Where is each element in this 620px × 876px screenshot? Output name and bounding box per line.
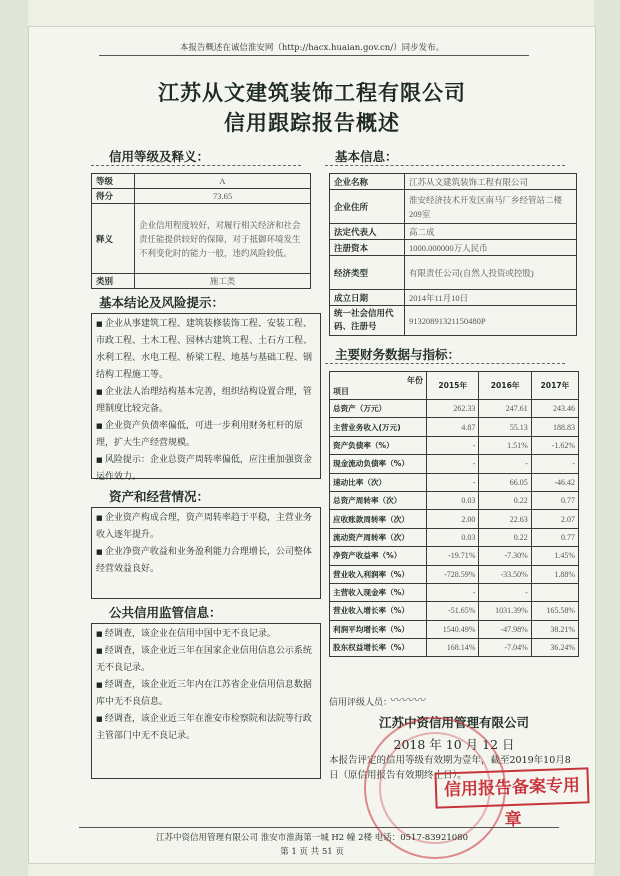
report-page xyxy=(28,26,596,864)
metric-value: 262.33 xyxy=(427,400,479,418)
asset-item: ■ 企业资产构成合理，资产周转率趋于平稳，主营业务收入逐年提升。 xyxy=(96,510,316,544)
asset-section-heading: 资产和经营情况： xyxy=(109,489,210,504)
issue-date: 2018 年 10 月 12 日 xyxy=(393,737,515,752)
company-title: 江苏从文建筑装饰工程有限公司 xyxy=(158,80,466,105)
table-row xyxy=(330,620,579,638)
table-row xyxy=(330,547,579,565)
metric-value: 2.00 xyxy=(427,510,479,528)
metric-value: - xyxy=(427,583,479,601)
metric-value: -728.59% xyxy=(427,565,479,583)
table-row xyxy=(330,639,579,657)
table-row xyxy=(330,583,579,601)
metric-value: - xyxy=(479,583,531,601)
category-label: 类别 xyxy=(92,274,135,289)
address-value: 淮安经济技术开发区南马厂乡经管站二楼209室 xyxy=(405,190,577,224)
metric-value: 38.21% xyxy=(531,620,578,638)
metric-value: 0.22 xyxy=(479,528,531,546)
metric-value: -33.50% xyxy=(479,565,531,583)
supervision-item: ■ 经调查，该企业近三年内在江苏省企业信用信息数据库中无不良信息。 xyxy=(96,677,316,711)
footer-contact: 江苏中资信用管理有限公司 淮安市淮海第一城 H2 幢 2楼 电话：0517-83921080 xyxy=(155,833,468,843)
score-value: 73.65 xyxy=(135,189,311,204)
metric-value: -51.65% xyxy=(427,602,479,620)
metric-value: 165.58% xyxy=(531,602,578,620)
legal-rep-value: 高二成 xyxy=(405,224,577,240)
grade-value: A xyxy=(135,174,311,189)
credit-code-value: 91320891321150480P xyxy=(405,306,577,336)
founded-label: 成立日期 xyxy=(330,290,405,306)
table-row xyxy=(330,473,579,491)
metric-value: 1.88% xyxy=(531,565,578,583)
table-row xyxy=(330,528,579,546)
credit-code-label: 统一社会信用代码、注册号 xyxy=(330,306,405,336)
metric-value: 0.22 xyxy=(479,491,531,509)
table-row xyxy=(330,400,579,418)
metric-value: 55.13 xyxy=(479,418,531,436)
metric-label: 主营收入现金率（%） xyxy=(330,583,427,601)
credit-rating-table xyxy=(91,173,311,289)
report-title: 信用跟踪报告概述 xyxy=(224,110,400,135)
header-note: 本报告概述在诚信淮安网（http://hacx.huaian.gov.cn/）同步发布。 xyxy=(179,43,445,53)
year-header: 2017年 xyxy=(531,372,578,400)
conclusion-section-heading: 基本结论及风险提示： xyxy=(99,295,225,310)
metric-value: 247.61 xyxy=(479,400,531,418)
table-row xyxy=(330,602,579,620)
metric-label: 净资产收益率（%） xyxy=(330,547,427,565)
metric-label: 总资产周转率（次） xyxy=(330,491,427,509)
metric-value: -7.30% xyxy=(479,547,531,565)
metric-value: 2.07 xyxy=(531,510,578,528)
corner-item-label: 项目 xyxy=(333,386,349,396)
table-corner xyxy=(330,372,427,400)
metric-value: 36.24% xyxy=(531,639,578,657)
supervision-box xyxy=(91,623,321,779)
header-divider xyxy=(99,55,529,56)
supervision-item: ■ 经调查，该企业近三年在国家企业信用信息公示系统无不良记录。 xyxy=(96,643,316,677)
supervision-item: ■ 经调查，该企业近三年在淮安市检察院和法院等行政主管部门中无不良记录。 xyxy=(96,711,316,745)
section-divider xyxy=(91,165,301,166)
metric-value: 22.63 xyxy=(479,510,531,528)
metric-value: 188.83 xyxy=(531,418,578,436)
capital-value: 1000.000000万人民币 xyxy=(405,240,577,256)
metric-label: 营业收入增长率（%） xyxy=(330,602,427,620)
year-header: 2015年 xyxy=(427,372,479,400)
metric-value: - xyxy=(427,473,479,491)
metric-label: 流动资产周转率（次） xyxy=(330,528,427,546)
metric-label: 现金流动负债率（%） xyxy=(330,455,427,473)
metric-value: 0.77 xyxy=(531,491,578,509)
financial-heading: 主要财务数据与指标： xyxy=(335,347,461,362)
asset-box xyxy=(91,507,321,599)
credit-section-heading: 信用等级及释义： xyxy=(109,149,210,164)
table-row xyxy=(330,455,579,473)
conclusion-item: ■ 企业从事建筑工程、建筑装修装饰工程、安装工程、市政工程、土木工程、园林古建筑工程、土石方工程、水利工程、水电工程、桥梁工程、地基与基础工程、钢结构工程施工等。 xyxy=(96,316,316,384)
section-divider xyxy=(325,363,565,364)
metric-value: -1.62% xyxy=(531,436,578,454)
metric-value xyxy=(531,583,578,601)
metric-label: 总资产（万元） xyxy=(330,400,427,418)
scan-left-margin xyxy=(0,0,28,876)
metric-value: 66.05 xyxy=(479,473,531,491)
handwritten-signature: 〰〰〰 xyxy=(389,693,426,707)
footer-divider xyxy=(79,827,559,828)
section-divider xyxy=(325,165,565,166)
econ-type-value: 有限责任公司(自然人投资或控股) xyxy=(405,256,577,290)
table-row xyxy=(330,491,579,509)
company-name-value: 江苏从文建筑装饰工程有限公司 xyxy=(405,174,577,190)
issuer-org: 江苏中资信用管理有限公司 xyxy=(378,715,529,730)
metric-value: 0.77 xyxy=(531,528,578,546)
metric-value: -19.71% xyxy=(427,547,479,565)
metric-value: 1.45% xyxy=(531,547,578,565)
supervision-item: ■ 经调查，该企业在信用中国中无不良记录。 xyxy=(96,626,316,643)
metric-value: - xyxy=(479,455,531,473)
metric-value: -7.04% xyxy=(479,639,531,657)
metric-label: 应收账款周转率（次） xyxy=(330,510,427,528)
company-name-label: 企业名称 xyxy=(330,174,405,190)
score-label: 得分 xyxy=(92,189,135,204)
metric-value: 0.03 xyxy=(427,528,479,546)
metric-label: 营业收入利润率（%） xyxy=(330,565,427,583)
basic-info-heading: 基本信息： xyxy=(335,149,398,164)
metric-label: 速动比率（次） xyxy=(330,473,427,491)
conclusion-item: ■ 企业资产负债率偏低，可进一步利用财务杠杆的原理，扩大生产经营规模。 xyxy=(96,418,316,452)
year-header: 2016年 xyxy=(479,372,531,400)
conclusion-item: ■ 风险提示：企业总资产周转率偏低，应注重加强资金运作效力。 xyxy=(96,452,316,486)
conclusion-box xyxy=(91,313,321,482)
metric-value: - xyxy=(427,455,479,473)
metric-value: 243.46 xyxy=(531,400,578,418)
supervision-section-heading: 公共信用监管信息： xyxy=(109,605,222,620)
metric-value: -46.42 xyxy=(531,473,578,491)
metric-value: 1540.49% xyxy=(427,620,479,638)
address-label: 企业住所 xyxy=(330,190,405,224)
metric-label: 主营业务收入(万元) xyxy=(330,418,427,436)
category-value: 施工类 xyxy=(135,274,311,289)
metric-value: - xyxy=(531,455,578,473)
econ-type-label: 经济类型 xyxy=(330,256,405,290)
founded-value: 2014年11月10日 xyxy=(405,290,577,306)
table-row xyxy=(330,418,579,436)
meaning-label: 释义 xyxy=(92,204,135,274)
financial-table xyxy=(329,371,579,657)
metric-value: - xyxy=(427,436,479,454)
metric-value: 4.87 xyxy=(427,418,479,436)
metric-value: 0.03 xyxy=(427,491,479,509)
grade-label: 等级 xyxy=(92,174,135,189)
metric-value: 1031.39% xyxy=(479,602,531,620)
financial-rows xyxy=(330,400,579,657)
page-number: 第 1 页 共 51 页 xyxy=(280,847,344,857)
metric-label: 利润平均增长率（%） xyxy=(330,620,427,638)
corner-year-label: 年份 xyxy=(407,375,423,385)
metric-value: -47.98% xyxy=(479,620,531,638)
metric-value: 1.51% xyxy=(479,436,531,454)
table-row xyxy=(330,436,579,454)
validity-note: 本报告评定的信用等级有效期为壹年，截至2019年10月8日（原信用报告有效期终止日）。 xyxy=(329,755,571,781)
metric-label: 股东权益增长率（%） xyxy=(330,639,427,657)
capital-label: 注册资本 xyxy=(330,240,405,256)
metric-value: 168.14% xyxy=(427,639,479,657)
legal-rep-label: 法定代表人 xyxy=(330,224,405,240)
record-stamp: 信用报告备案专用章 xyxy=(434,767,589,808)
scan-right-margin xyxy=(594,0,620,876)
evaluator-label: 信用评级人员： xyxy=(329,698,393,708)
table-row xyxy=(330,510,579,528)
conclusion-item: ■ 企业法人治理结构基本完善，组织结构设置合理，管理制度比较完备。 xyxy=(96,384,316,418)
table-row xyxy=(330,565,579,583)
basic-info-table xyxy=(329,173,577,336)
asset-item: ■ 企业净资产收益和业务盈利能力合理增长，公司整体经营效益良好。 xyxy=(96,544,316,578)
meaning-value: 企业信用程度较好，对履行相关经济和社会责任能提供较好的保障，对于抵御环境发生不利变化时的能力一般，违约风险较低。 xyxy=(135,204,311,274)
metric-label: 资产负债率（%） xyxy=(330,436,427,454)
